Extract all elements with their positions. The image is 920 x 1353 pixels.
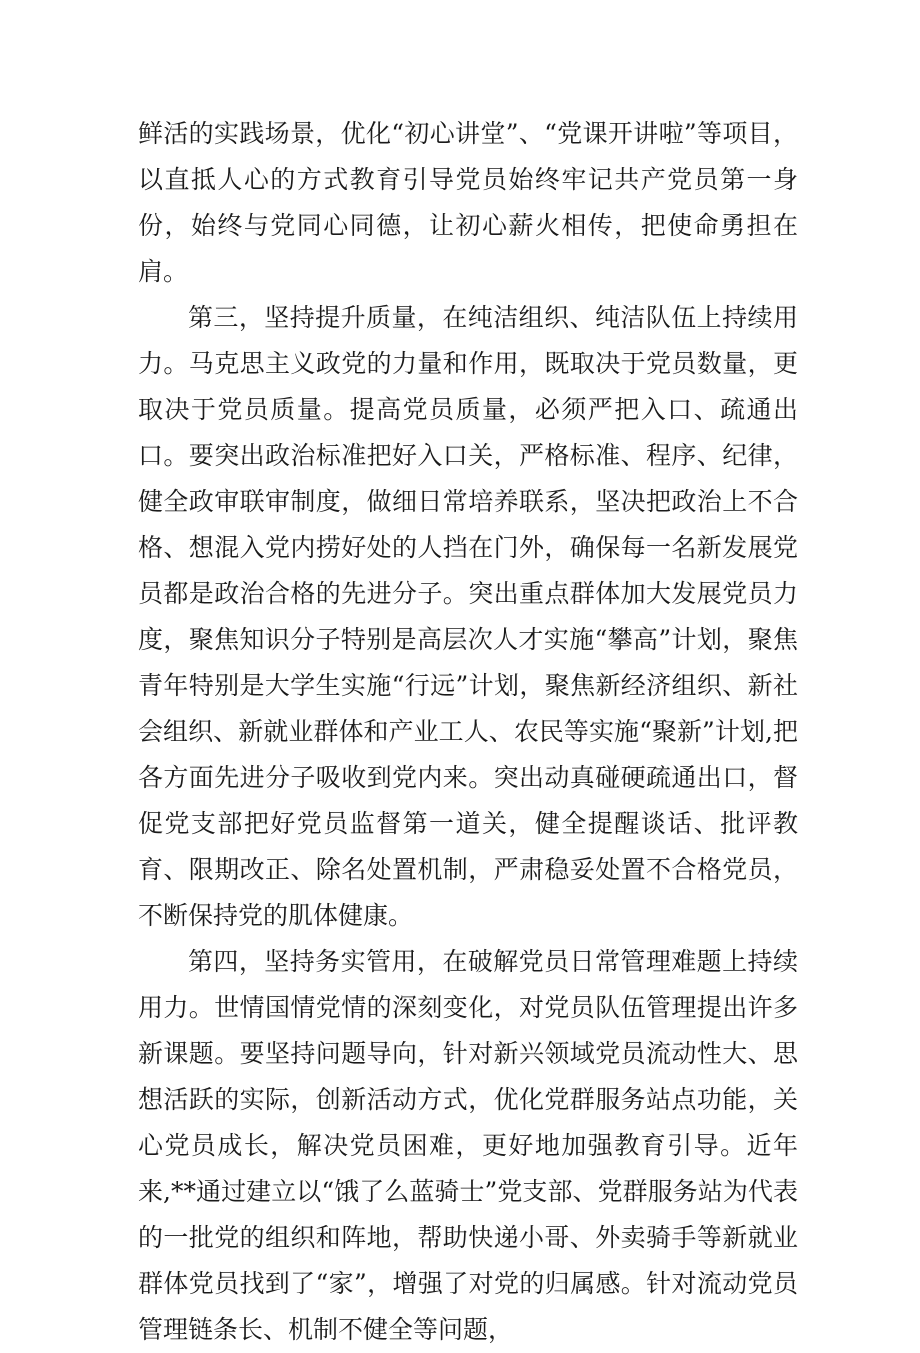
paragraph-third-point: 第三，坚持提升质量，在纯洁组织、纯洁队伍上持续用力。马克思主义政党的力量和作用，既取决于党员数量，更取决于党员质量。提高党员质量，必须严把入口、疏通出口。要突出政治标准把好入口关，严格标准、程序、纪律，健全政审联审制度，做细日常培养联系，坚决把政治上不合格、想混入党内捞好处的人挡在门外，确保每一名新发展党员都是政治合格的先进分子。突出重点群体加大发展党员力度，聚焦知识分子特别是高层次人才实施“攀高”计划，聚焦青年特别是大学生实施“行远”计划，聚焦新经济组织、新社会组织、新就业群体和产业工人、农民等实施“聚新”计划,把各方面先进分子吸收到党内来。突出动真碰硬疏通出口，督促党支部把好党员监督第一道关，健全提醒谈话、批评教育、限期改正、除名处置机制，严肃稳妥处置不合格党员，不断保持党的肌体健康。 (138, 303, 798, 930)
paragraph-fourth-point: 第四，坚持务实管用，在破解党员日常管理难题上持续用力。世情国情党情的深刻变化，对党员队伍管理提出许多新课题。要坚持问题导向，针对新兴领域党员流动性大、思想活跃的实际，创新活动方式，优化党群服务站点功能，关心党员成长，解决党员困难，更好地加强教育引导。近年来,**通过建立以“饿了么蓝骑士”党支部、党群服务站为代表的一批党的组织和阵地，帮助快递小哥、外卖骑手等新就业群体党员找到了“家”，增强了对党的归属感。针对流动党员管理链条长、机制不健全等问题， (138, 947, 798, 1344)
document-body (138, 111, 798, 1353)
paragraph-continuation: 鲜活的实践场景，优化“初心讲堂”、“党课开讲啦”等项目，以直抵人心的方式教育引导党员始终牢记共产党员第一身份，始终与党同心同德，让初心薪火相传，把使命勇担在肩。 (138, 119, 798, 286)
